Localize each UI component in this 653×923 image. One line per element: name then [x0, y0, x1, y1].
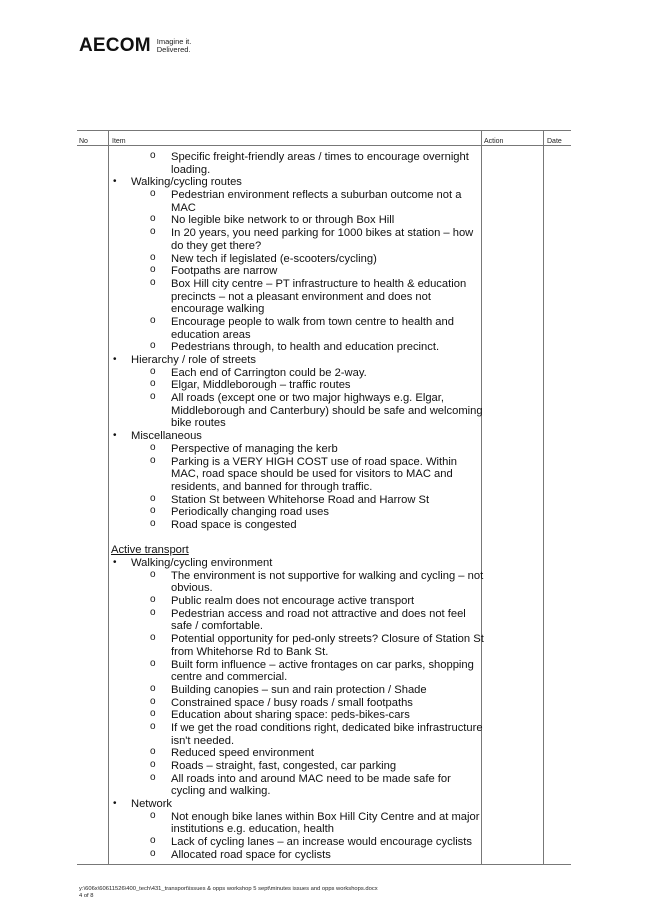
line-text: The environment is not supportive for walking and cycling – not — [171, 569, 484, 582]
sub-bullet-item — [111, 164, 481, 177]
bullet-circle-icon: o — [150, 454, 156, 466]
sub-bullet-item — [111, 303, 481, 316]
sub-bullet-item — [111, 214, 481, 227]
sub-bullet-item — [111, 519, 481, 532]
line-text: All roads into and around MAC need to be made safe for — [171, 772, 451, 785]
sub-bullet-item — [111, 608, 481, 621]
line-text: encourage walking — [171, 303, 265, 316]
sub-bullet-item — [111, 443, 481, 456]
bullet-circle-icon: o — [150, 276, 156, 288]
sub-bullet-item — [111, 595, 481, 608]
line-text: Building canopies – sun and rain protection / Shade — [171, 683, 427, 696]
line-text: No legible bike network to or through Box Hill — [171, 214, 395, 227]
sub-bullet-item — [111, 291, 481, 304]
sub-bullet-item — [111, 227, 481, 240]
bullet-item — [111, 176, 481, 189]
line-text: from Whitehorse Rd to Bank St. — [171, 645, 329, 658]
bullet-circle-icon: o — [150, 594, 156, 606]
bullet-dot-icon: • — [113, 176, 117, 188]
bullet-circle-icon: o — [150, 632, 156, 644]
bullet-dot-icon: • — [113, 557, 117, 568]
line-text: If we get the road conditions right, dedicated bike infrastructure — [171, 721, 483, 734]
bullet-circle-icon: o — [150, 365, 156, 377]
bullet-circle-icon: o — [150, 340, 156, 352]
sub-bullet-item — [111, 265, 481, 278]
sub-bullet-item — [111, 747, 481, 760]
bullet-circle-icon: o — [150, 441, 156, 453]
sub-bullet-item — [111, 341, 481, 354]
sub-bullet-item — [111, 836, 481, 849]
line-text: loading. — [171, 163, 211, 176]
sub-bullet-item — [111, 367, 481, 380]
sub-bullet-item — [111, 392, 481, 405]
line-text: Not enough bike lanes within Box Hill City Centre and at major — [171, 810, 480, 823]
line-text: Lack of cycling lanes – an increase would encourage cyclists — [171, 836, 472, 849]
line-text: precincts – not a pleasant environment and does not — [171, 290, 431, 303]
line-text: centre and commercial. — [171, 671, 288, 684]
sub-bullet-item — [111, 151, 481, 164]
sub-bullet-item — [111, 632, 484, 646]
bullet-circle-icon: o — [150, 505, 156, 517]
bullet-circle-icon: o — [150, 809, 156, 821]
line-text: do they get there? — [171, 239, 262, 252]
sub-bullet-item — [111, 481, 481, 494]
sub-bullet-item — [111, 379, 481, 392]
bullet-circle-icon: o — [150, 314, 156, 326]
line-text: obvious. — [171, 582, 213, 595]
logo-tagline-line-1: Imagine it. — [156, 36, 192, 46]
line-text: Perspective of managing the kerb — [171, 442, 338, 455]
sub-bullet-item — [111, 240, 481, 253]
column-header-date: Date — [547, 138, 562, 145]
table-divider — [543, 131, 544, 864]
logo-tagline-line-2: Delivered. — [156, 45, 191, 54]
line-text: isn't needed. — [171, 734, 235, 747]
bullet-circle-icon: o — [150, 606, 156, 618]
line-text: Constrained space / busy roads / small footpaths — [171, 696, 413, 709]
bullet-dot-icon: • — [113, 430, 117, 442]
item-column-content — [111, 150, 484, 862]
bullet-circle-icon: o — [150, 568, 156, 580]
line-text: residents, and banned for through traffic. — [171, 480, 373, 493]
bullet-circle-icon: o — [150, 251, 156, 263]
sub-bullet-item — [111, 646, 481, 659]
sub-bullet-item — [111, 697, 481, 710]
column-header-item: Item — [112, 138, 126, 145]
sub-bullet-item — [111, 329, 481, 342]
bullet-circle-icon: o — [150, 150, 156, 161]
line-text: MAC — [171, 201, 196, 214]
bullet-item — [111, 430, 481, 443]
bullet-circle-icon: o — [150, 517, 156, 529]
line-text: Walking/cycling environment — [131, 557, 273, 569]
sub-bullet-item — [111, 494, 481, 507]
sub-bullet-item — [111, 202, 481, 215]
logo-tagline — [157, 38, 192, 55]
bullet-circle-icon: o — [150, 492, 156, 504]
line-text: Pedestrians through, to health and education precinct. — [171, 341, 440, 354]
line-text: Active transport — [111, 544, 189, 557]
sub-bullet-item — [111, 620, 481, 633]
line-text: bike routes — [171, 417, 226, 430]
sub-bullet-item — [111, 506, 481, 519]
sub-bullet-item — [111, 773, 481, 786]
sub-bullet-item — [111, 582, 481, 595]
column-header-action: Action — [484, 138, 504, 145]
column-header-no: No — [79, 138, 88, 145]
bullet-circle-icon: o — [150, 759, 156, 770]
sub-bullet-item — [111, 684, 481, 697]
bullet-circle-icon: o — [150, 391, 156, 403]
line-text: Walking/cycling routes — [131, 176, 242, 189]
line-text: Hierarchy / role of streets — [131, 354, 256, 366]
line-text: Allocated road space for cyclists — [171, 848, 331, 861]
table-divider — [481, 131, 482, 864]
bullet-circle-icon: o — [150, 682, 156, 694]
footer-page-number: 4 of 8 — [79, 893, 94, 899]
sub-bullet-item — [111, 785, 481, 798]
line-text: Public realm does not encourage active transport — [171, 595, 415, 608]
bullet-circle-icon: o — [150, 720, 156, 732]
line-text: New tech if legislated (e-scooters/cycling) — [171, 252, 377, 265]
line-text: Pedestrian access and road not attractive and does not feel — [171, 607, 466, 620]
sub-bullet-item — [111, 671, 481, 684]
footer-file-path: y:\606x\60611526\400_tech\431_transport\issues & opps workshop 5 sept\minutes issues and opps workshops.docx — [79, 886, 378, 892]
table-header-rule — [77, 145, 571, 146]
sub-bullet-item — [111, 189, 481, 202]
bullet-circle-icon: o — [150, 226, 156, 238]
sub-bullet-item — [111, 849, 481, 862]
line-text: Pedestrian environment reflects a suburban outcome not a — [171, 189, 462, 202]
bullet-circle-icon: o — [150, 657, 156, 669]
line-text: All roads (except one or two major highways e.g. Elgar, — [171, 392, 444, 405]
sub-bullet-item — [111, 278, 481, 291]
line-text: In 20 years, you need parking for 1000 bikes at station – how — [171, 227, 474, 240]
bullet-circle-icon: o — [150, 771, 156, 783]
bullet-item — [111, 354, 481, 367]
line-text: Periodically changing road uses — [171, 506, 329, 519]
sub-bullet-item — [111, 709, 481, 722]
sub-bullet-item — [111, 568, 484, 583]
bullet-item — [111, 557, 481, 570]
line-text: Miscellaneous — [131, 430, 202, 443]
line-text: MAC, road space should be used for visitors to MAC and — [171, 468, 453, 481]
line-text: Station St between Whitehorse Road and Harrow St — [171, 493, 430, 506]
line-text: Network — [131, 798, 173, 811]
line-text: Built form influence – active frontages on car parks, shopping — [171, 658, 474, 671]
line-text: Specific freight-friendly areas / times to encourage overnight — [171, 151, 469, 163]
bullet-dot-icon: • — [113, 798, 117, 810]
sub-bullet-item — [111, 253, 481, 266]
line-text: institutions e.g. education, health — [171, 823, 334, 836]
sub-bullet-item — [111, 316, 481, 329]
bullet-circle-icon: o — [150, 264, 156, 276]
logo-wordmark: AECOM — [79, 35, 151, 56]
line-text: cycling and walking. — [171, 785, 271, 798]
page-footer — [79, 886, 378, 900]
bullet-item — [111, 798, 481, 811]
sub-bullet-item — [111, 735, 481, 748]
line-text: Roads – straight, fast, congested, car parking — [171, 760, 397, 772]
sub-bullet-item — [111, 722, 481, 735]
line-text: Elgar, Middleborough – traffic routes — [171, 379, 351, 392]
line-text: Box Hill city centre – PT infrastructure to health & education — [171, 277, 467, 290]
line-text: safe / comfortable. — [171, 620, 264, 633]
line-text: education areas — [171, 328, 251, 341]
line-text: Each end of Carrington could be 2-way. — [171, 366, 367, 379]
table-divider — [108, 131, 109, 864]
sub-bullet-item — [111, 659, 481, 672]
line-text: Road space is congested — [171, 518, 297, 531]
bullet-circle-icon: o — [150, 835, 156, 847]
sub-bullet-item — [111, 417, 481, 430]
section-heading — [111, 544, 481, 557]
bullet-circle-icon: o — [150, 188, 156, 200]
bullet-dot-icon: • — [113, 354, 117, 365]
sub-bullet-item — [111, 811, 481, 824]
spacer-line — [111, 532, 481, 545]
sub-bullet-item — [111, 405, 481, 418]
aecom-logo — [79, 35, 191, 57]
sub-bullet-item — [111, 760, 481, 773]
bullet-circle-icon: o — [150, 213, 156, 225]
line-text: Footpaths are narrow — [171, 265, 278, 278]
sub-bullet-item — [111, 468, 481, 481]
bullet-circle-icon: o — [150, 378, 156, 390]
line-text: Reduced speed environment — [171, 747, 315, 760]
line-text: Potential opportunity for ped-only streets? Closure of Station St — [171, 633, 484, 646]
bullet-circle-icon: o — [150, 847, 156, 859]
line-text: Parking is a VERY HIGH COST use of road space. Within — [171, 455, 458, 468]
bullet-circle-icon: o — [150, 708, 156, 720]
line-text: Middleborough and Canterbury) should be safe and welcoming — [171, 404, 483, 417]
line-text: Encourage people to walk from town centre to health and — [171, 315, 454, 328]
bullet-circle-icon: o — [150, 695, 156, 707]
sub-bullet-item — [111, 456, 481, 469]
sub-bullet-item — [111, 823, 481, 836]
line-text: Education about sharing space: peds-bikes-cars — [171, 709, 410, 722]
bullet-circle-icon: o — [150, 746, 156, 758]
